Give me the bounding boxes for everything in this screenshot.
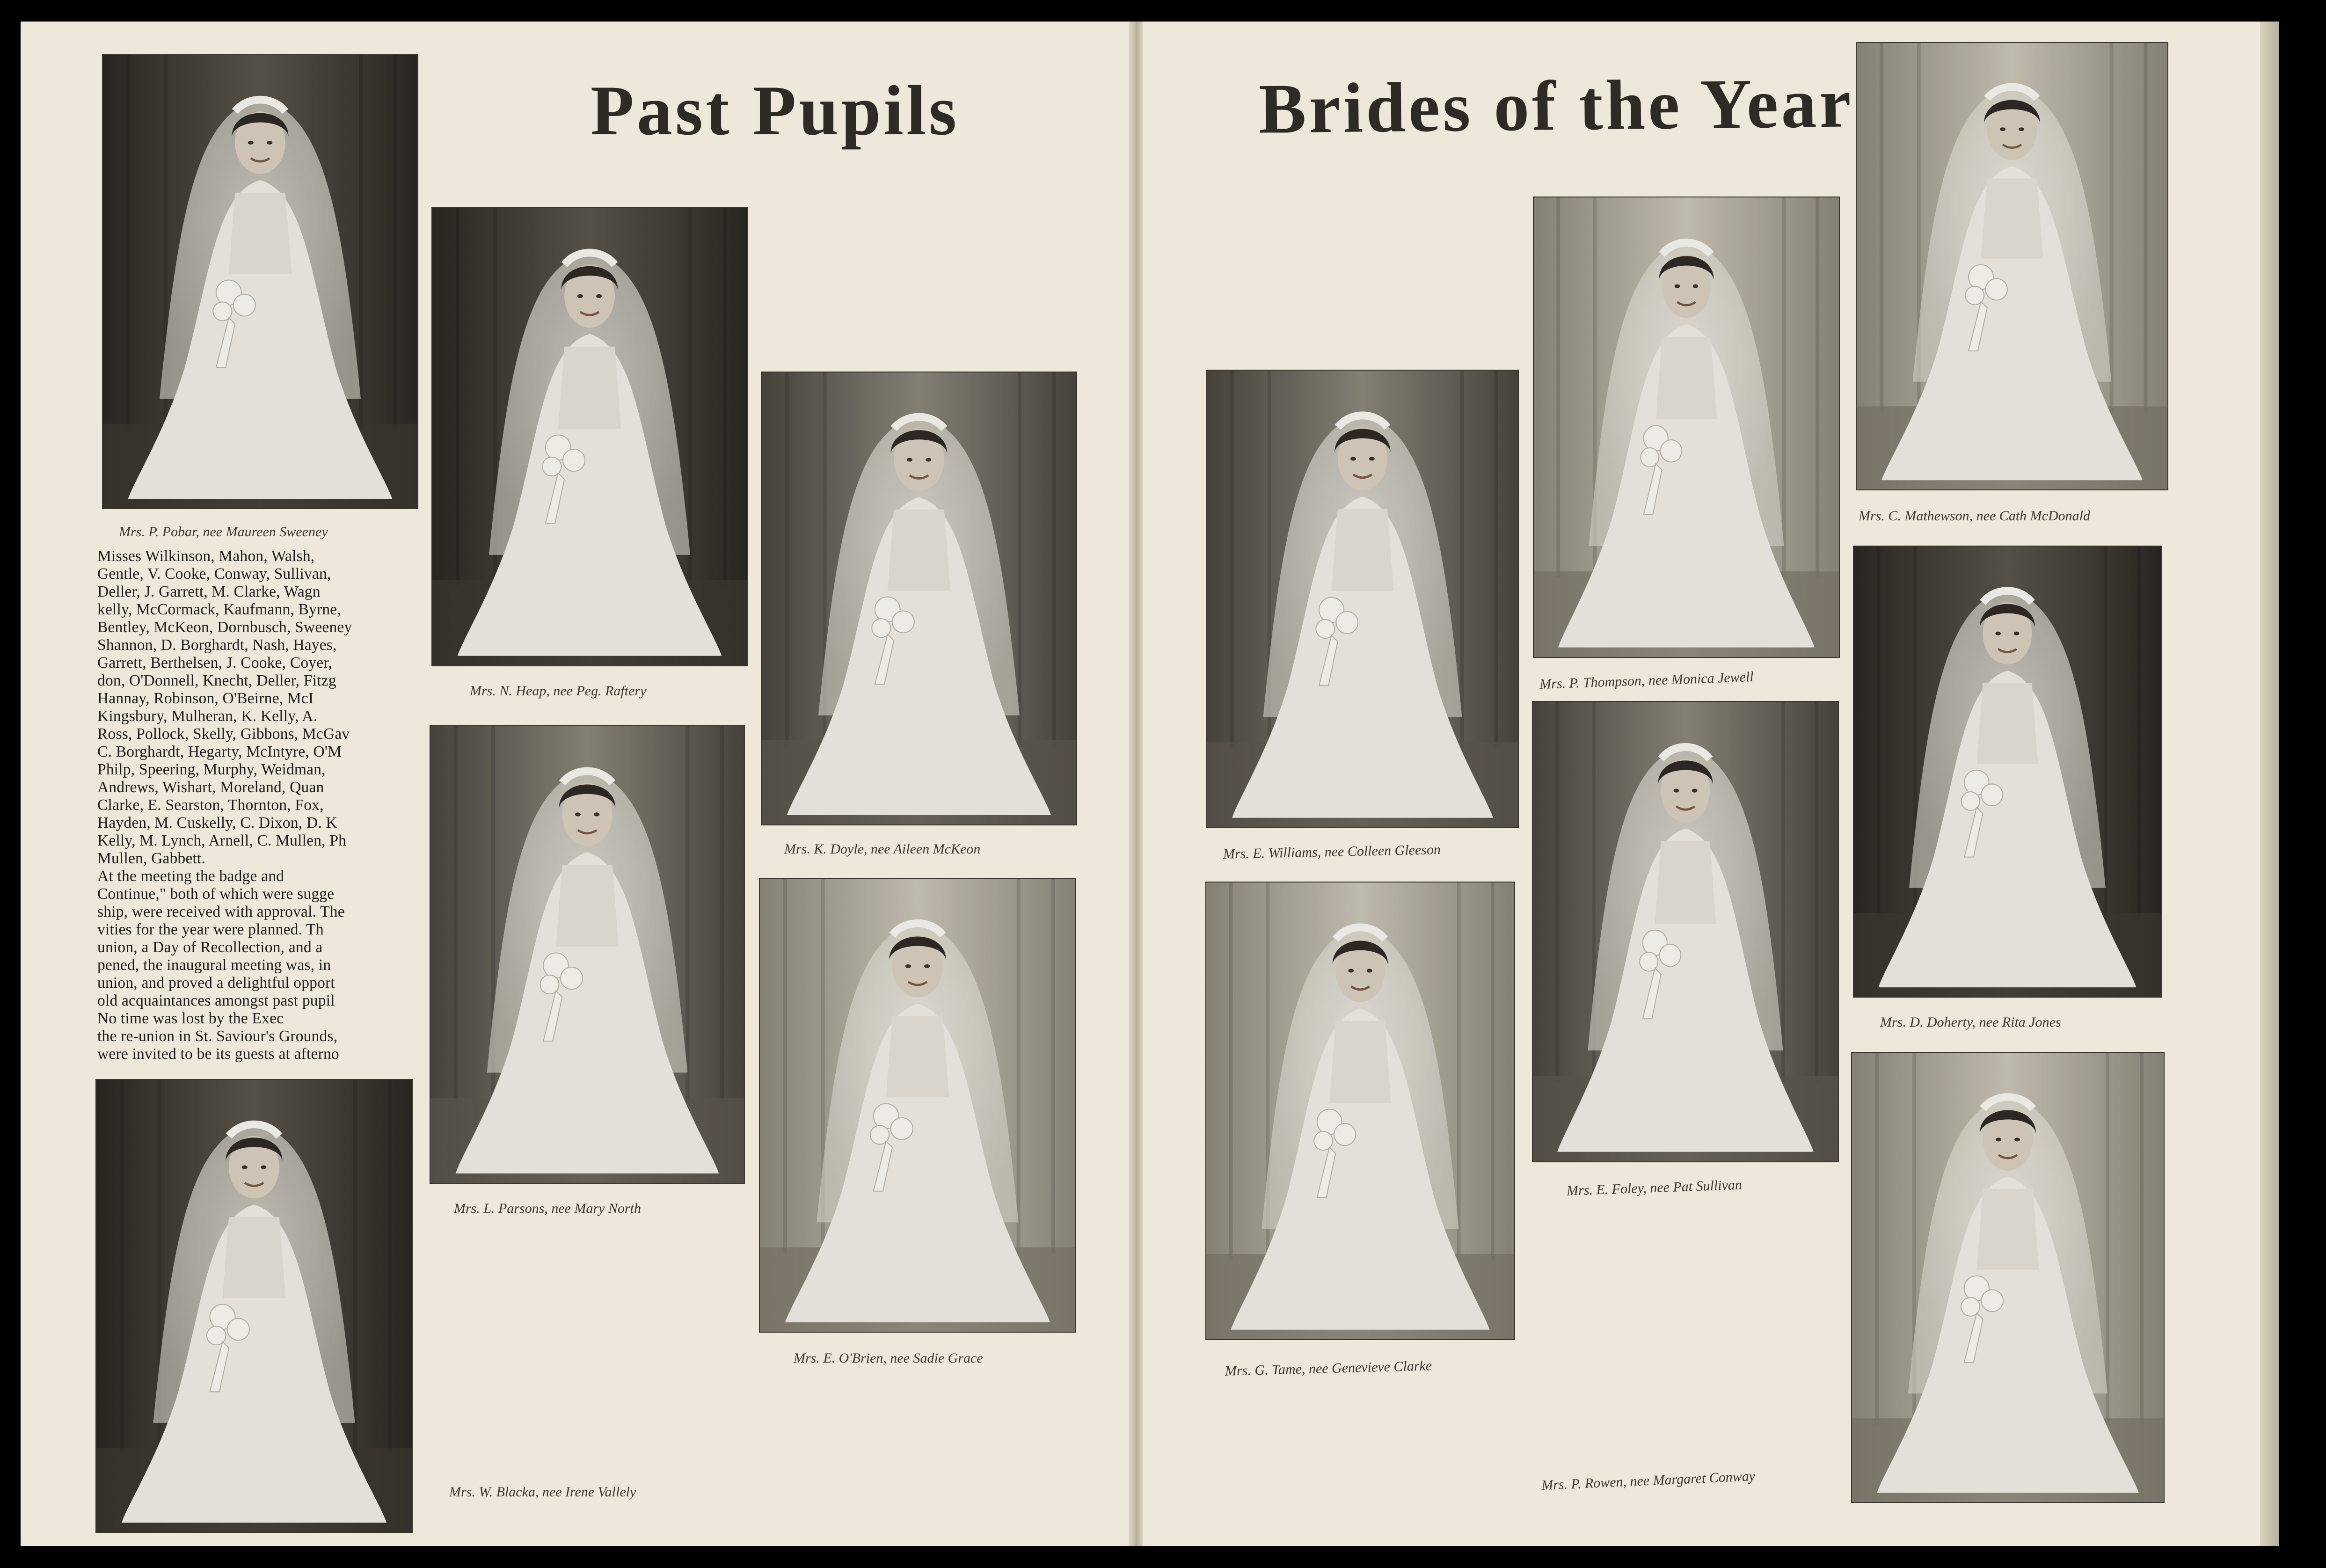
photo-parsons (430, 725, 745, 1184)
photo-tame (1205, 882, 1515, 1340)
article-line: kelly, McCormack, Kaufmann, Byrne, (97, 601, 341, 618)
article-line: pened, the inaugural meeting was, in (97, 956, 331, 974)
photo-heap (431, 207, 748, 666)
caption-mathewson: Mrs. C. Mathewson, nee Cath McDonald (1859, 508, 2090, 524)
caption-doyle: Mrs. K. Doyle, nee Aileen McKeon (784, 841, 981, 857)
title-left: Past Pupils (591, 71, 960, 150)
photo-thompson (1533, 197, 1840, 658)
bride-photo-image (1533, 702, 1838, 1161)
article-line: Bentley, McKeon, Dornbusch, Sweeney (97, 619, 352, 636)
caption-rowen: Mrs. P. Rowen, nee Margaret Conway (1541, 1468, 1756, 1493)
photo-obrien (759, 878, 1076, 1333)
article-line: No time was lost by the Exec (97, 1010, 284, 1027)
article-line: Mullen, Gabbett. (97, 850, 206, 867)
bride-photo-image (1534, 197, 1839, 657)
article-line: Deller, J. Garrett, M. Clarke, Wagn (97, 583, 321, 600)
article-line: Philp, Speering, Murphy, Weidman, (97, 761, 326, 778)
caption-foley: Mrs. E. Foley, nee Pat Sullivan (1566, 1177, 1743, 1199)
photo-pobar (102, 54, 418, 509)
bride-photo-image (1857, 43, 2167, 489)
bride-photo-image (103, 55, 417, 508)
caption-parsons: Mrs. L. Parsons, nee Mary North (454, 1201, 642, 1216)
caption-tame: Mrs. G. Tame, nee Genevieve Clarke (1225, 1358, 1432, 1379)
photo-rowen (1851, 1052, 2165, 1503)
photo-doherty (1853, 546, 2162, 998)
article-line: Shannon, D. Borghardt, Nash, Hayes, (97, 636, 337, 654)
caption-doherty: Mrs. D. Doherty, nee Rita Jones (1880, 1014, 2061, 1030)
article-line: vities for the year were planned. Th (97, 921, 324, 938)
bride-photo-image (96, 1080, 412, 1532)
page-edge (2260, 22, 2279, 1546)
article-line: C. Borghardt, Hegarty, McIntyre, O'M (97, 743, 342, 760)
caption-thompson: Mrs. P. Thompson, nee Monica Jewell (1539, 669, 1754, 692)
bride-photo-image (1206, 882, 1514, 1339)
article-line: Garrett, Berthelsen, J. Cooke, Coyer, (97, 654, 332, 671)
article-line: the re-union in St. Saviour's Grounds, (97, 1028, 338, 1045)
article-line: Kingsbury, Mulheran, K. Kelly, A. (97, 707, 318, 725)
caption-williams: Mrs. E. Williams, nee Colleen Gleeson (1223, 842, 1441, 862)
bride-photo-image (1207, 371, 1518, 827)
article-line: Hayden, M. Cuskelly, C. Dixon, D. K (97, 814, 337, 831)
article-line: Kelly, M. Lynch, Arnell, C. Mullen, Ph (97, 832, 347, 849)
article-line: old acquaintances amongst past pupil (97, 992, 335, 1009)
photo-foley (1532, 701, 1839, 1162)
title-right: Brides of the Year (1258, 63, 1854, 148)
article-line: Misses Wilkinson, Mahon, Walsh, (97, 547, 315, 565)
article-line: union, and proved a delightful opport (97, 974, 335, 992)
article-line: Andrews, Wishart, Moreland, Quan (97, 779, 324, 796)
photo-doyle (761, 372, 1077, 825)
article-line: Ross, Pollock, Skelly, Gibbons, McGav (97, 725, 350, 743)
article-line: ship, were received with approval. The (97, 903, 345, 920)
article-line: Gentle, V. Cooke, Conway, Sullivan, (97, 565, 331, 583)
caption-pobar: Mrs. P. Pobar, nee Maureen Sweeney (119, 524, 328, 540)
article-line: Continue," both of which were sugge (97, 885, 335, 903)
bride-photo-image (432, 208, 747, 665)
caption-heap: Mrs. N. Heap, nee Peg. Raftery (470, 683, 647, 699)
caption-blacka: Mrs. W. Blacka, nee Irene Vallely (449, 1484, 636, 1500)
article-line: Clarke, E. Searston, Thornton, Fox, (97, 796, 324, 814)
photo-blacka (95, 1079, 413, 1533)
bride-photo-image (1852, 1053, 2164, 1502)
article-line: union, a Day of Recollection, and a (97, 939, 323, 956)
bride-photo-image (430, 726, 744, 1183)
bride-photo-image (762, 372, 1076, 824)
article-line: Hannay, Robinson, O'Beirne, McI (97, 690, 314, 707)
book-gutter (1129, 22, 1143, 1546)
article-line: don, O'Donnell, Knecht, Deller, Fitzg (97, 672, 336, 689)
article-text (97, 547, 413, 1076)
bride-photo-image (760, 879, 1075, 1332)
bride-photo-image (1854, 547, 2161, 997)
photo-williams (1206, 370, 1519, 828)
caption-obrien: Mrs. E. O'Brien, nee Sadie Grace (794, 1350, 983, 1366)
article-line: At the meeting the badge and (97, 868, 284, 885)
photo-mathewson (1856, 42, 2168, 490)
article-line: were invited to be its guests at afterno (97, 1045, 339, 1063)
